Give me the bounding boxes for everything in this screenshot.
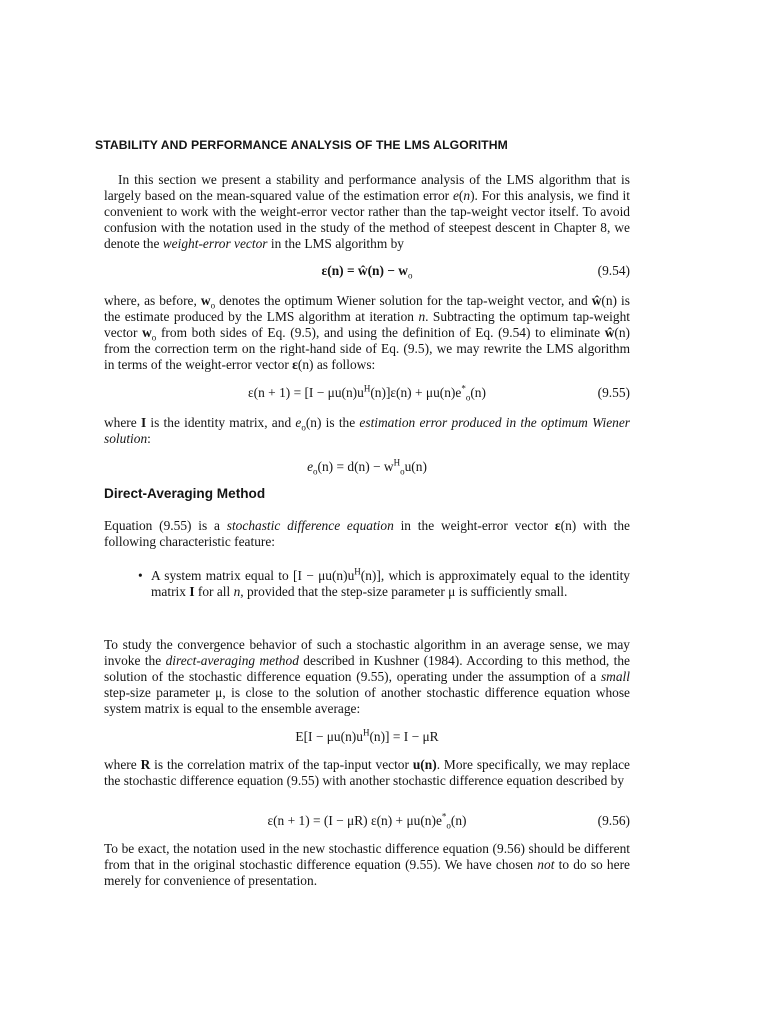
paragraph-intro: In this section we present a stability and performance analysis of the LMS algorithm that is largely based on the mean-squared value of the estimation error e(n). For this analysis, we find it convenient to work with the weight-error vector rather than the tap-weight vector itself. To avoid confusion with the notation used in the study of the method of steepest descent in Chapter 8, we denote the weight-error vector in the LMS algorithm by bbox=[104, 172, 630, 251]
equation-number: (9.55) bbox=[597, 385, 630, 400]
paragraph-identity: where I is the identity matrix, and $e_o(n)$ is the estimation error produced in the optimum Wiener solution: bbox=[104, 415, 630, 446]
paragraph-notation: To be exact, the notation used in the new stochastic difference equation (9.56) should be different from that in the original stochastic difference equation (9.55). We have chosen not to do so here merely for convenience of presentation. bbox=[104, 841, 630, 888]
subheading-direct-averaging: Direct-Averaging Method bbox=[104, 486, 266, 501]
bullet-marker: • bbox=[138, 568, 143, 583]
equation-number: (9.56) bbox=[597, 813, 630, 828]
equation-9-55: $\varepsilon(n + 1) = [I - \mu u(n)u^H(n)]\varepsilon(n) + \mu u(n)e^*_o(n)$ (9.55) bbox=[248, 383, 630, 403]
equation-optimum-error: $e_o(n) = d(n) - w^H_ou(n)$ bbox=[307, 457, 427, 477]
equation-9-56: ε(n + 1) = (I − μR) $\varepsilon(n) + \mu u(n)e^*_o(n)$ (9.56) bbox=[267, 811, 630, 831]
paragraph-direct-averaging: To study the convergence behavior of such a stochastic algorithm in an average sense, we may invoke the direct-averaging method described in Kushner (1984). According to this method, the solution of the stochastic difference equation (9.55), operating under the assumption of a small step-size parameter μ, is close to the solution of another stochastic difference equation whose system matrix is equal to the ensemble average: bbox=[104, 637, 630, 716]
equation-9-54: ε(n) = ŵ(n) − $w_o$ (9.54) bbox=[321, 263, 630, 281]
equation-ensemble-average: $E[I - \mu u(n)u^H(n)] = I - \mu R$ bbox=[295, 727, 439, 744]
paragraph-correlation: where R is the correlation matrix of the tap-input vector u(n). More specifically, we may replace the stochastic difference equation (9.55) with another stochastic difference equation described by bbox=[104, 757, 631, 788]
section-title: STABILITY AND PERFORMANCE ANALYSIS OF THE LMS ALGORITHM bbox=[95, 138, 508, 152]
paragraph-wiener: where, as before, $w_o$ denotes the optimum Wiener solution for the tap-weight vector, and ŵ(n) is the estimate produced by the LMS algorithm at iteration n. Subtracting the optimum tap-weight vector $w_o$ from both sides of Eq. (9.5), and using the definition of Eq. (9.54) to eliminate ŵ(n) from the correction term on the right-hand side of Eq. (9.5), we may rewrite the LMS algorithm in terms of the weight-error vector ε(n) as follows: bbox=[104, 293, 630, 372]
paragraph-stochastic-equation: Equation (9.55) is a stochastic difference equation in the weight-error vector ε(n) with the following characteristic feature: bbox=[104, 518, 631, 549]
bullet-item: A system matrix equal to $[I - \mu u(n)u^H(n)]$, which is approximately equal to the identity matrix I for all n, provided that the step-size parameter μ is sufficiently small. bbox=[151, 566, 630, 599]
equation-number: (9.54) bbox=[597, 263, 630, 278]
